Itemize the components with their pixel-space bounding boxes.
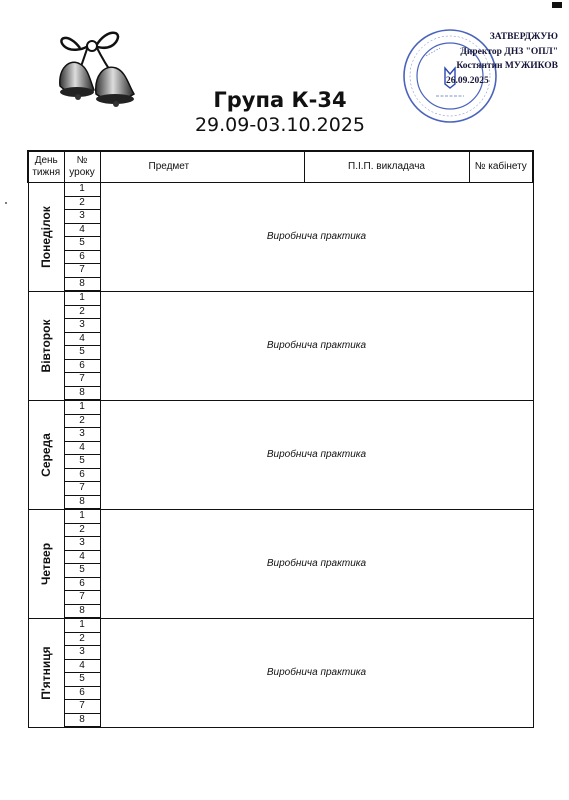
table-row [28,183,533,197]
lesson-number: 4 [64,441,100,455]
lesson-number: 8 [64,495,100,509]
lesson-number: 7 [64,373,100,387]
scan-dot [5,202,7,204]
lesson-number: 1 [64,400,100,414]
schedule-body [28,183,533,728]
lesson-number: 1 [64,618,100,632]
date-range: 29.09-03.10.2025 [194,114,366,136]
schedule-table [27,150,534,728]
day-name: Четвер [39,542,53,585]
page-title: Група К-34 [213,88,347,112]
lesson-number: 5 [64,564,100,578]
subject-cell: Виробнича практика [100,509,533,618]
col-room-header: № кабінету [469,151,533,183]
subject-cell: Виробнича практика [100,400,533,509]
lesson-number: 6 [64,250,100,264]
header [160,87,400,137]
table-row [28,509,533,523]
lesson-number: 7 [64,264,100,278]
lesson-number: 7 [64,482,100,496]
approval-position: Директор ДНЗ "ОПЛ" [460,46,558,57]
lesson-number: 6 [64,577,100,591]
lesson-number: 6 [64,359,100,373]
lesson-number: 7 [64,591,100,605]
lesson-number: 2 [64,632,100,646]
lesson-number: 3 [64,646,100,660]
col-day-header: День тижня [28,151,64,183]
lesson-number: 4 [64,659,100,673]
day-name: Вівторок [39,319,53,372]
lesson-number: 4 [64,332,100,346]
col-subject-header: Предмет [100,151,304,183]
corner-mark [552,2,562,8]
day-cell [28,291,64,400]
lesson-number: 8 [64,277,100,291]
day-cell [28,618,64,727]
lesson-number: 6 [64,686,100,700]
lesson-number: 5 [64,346,100,360]
lesson-number: 4 [64,550,100,564]
lesson-number: 8 [64,386,100,400]
subject-cell: Виробнича практика [100,291,533,400]
lesson-number: 4 [64,223,100,237]
approval-block [396,26,561,126]
lesson-number: 7 [64,700,100,714]
approval-name: Костянтин МУЖИКОВ [456,61,558,71]
lesson-number: 1 [64,291,100,305]
lesson-number: 3 [64,210,100,224]
approval-heading: ЗАТВЕРДЖУЮ [489,32,558,42]
approval-text [418,30,558,88]
approval-date: 26.09.2025 [446,75,489,86]
col-teacher-header: П.І.П. викладача [304,151,469,183]
lesson-number: 3 [64,319,100,333]
table-row [28,400,533,414]
lesson-number: 3 [64,537,100,551]
table-row [28,291,533,305]
table-row [28,618,533,632]
bells-icon [50,24,142,116]
lesson-number: 8 [64,713,100,727]
day-name: П'ятниця [39,645,53,700]
lesson-number: 2 [64,305,100,319]
day-name: Понеділок [39,205,53,268]
lesson-number: 5 [64,673,100,687]
day-cell [28,183,64,292]
lesson-number: 6 [64,468,100,482]
lesson-number: 5 [64,455,100,469]
lesson-number: 1 [64,183,100,197]
day-cell [28,509,64,618]
lesson-number: 2 [64,196,100,210]
table-header-row [28,151,533,183]
lesson-number: 5 [64,237,100,251]
lesson-number: 8 [64,604,100,618]
lesson-number: 1 [64,509,100,523]
subject-cell: Виробнича практика [100,618,533,727]
lesson-number: 3 [64,428,100,442]
day-name: Середа [39,432,53,477]
col-lesson-header: № уроку [64,151,100,183]
day-cell [28,400,64,509]
subject-cell: Виробнича практика [100,183,533,292]
lesson-number: 2 [64,414,100,428]
lesson-number: 2 [64,523,100,537]
